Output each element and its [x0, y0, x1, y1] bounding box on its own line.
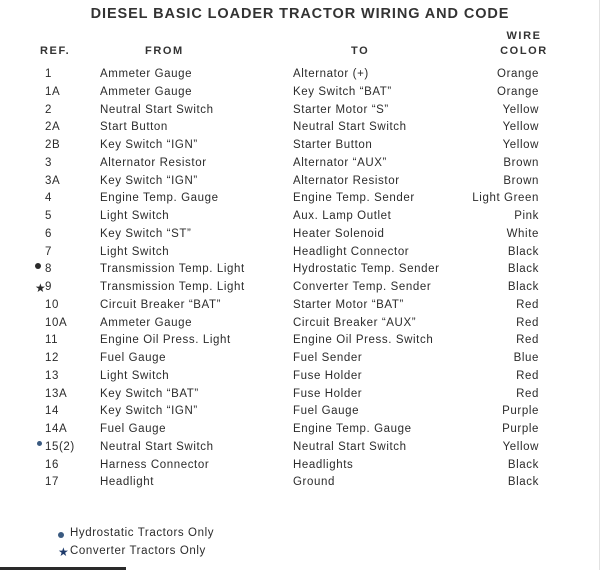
table-row: [0, 190, 600, 208]
ref-cell: 13A: [45, 387, 68, 400]
wire-color-cell: Red: [516, 369, 539, 382]
from-cell: Light Switch: [100, 369, 170, 382]
table-row: [0, 102, 600, 120]
header-to: TO: [351, 45, 370, 57]
wire-color-cell: Purple: [502, 405, 539, 418]
ref-cell: 11: [45, 334, 59, 347]
table-row: [0, 403, 600, 421]
table-row: [0, 350, 600, 368]
ref-cell: 15(2): [45, 440, 75, 453]
wire-color-cell: Red: [516, 298, 539, 311]
from-cell: Start Button: [100, 121, 168, 134]
ref-cell: 14: [45, 405, 59, 418]
ref-cell: 4: [45, 192, 52, 205]
to-cell: Starter Motor “BAT”: [293, 298, 404, 311]
to-cell: Fuel Gauge: [293, 405, 360, 418]
wire-color-cell: Brown: [503, 174, 539, 187]
from-cell: Engine Oil Press. Light: [100, 334, 231, 347]
ref-cell: 10A: [45, 316, 68, 329]
table-row: [0, 208, 600, 226]
ref-cell: 13: [45, 369, 59, 382]
wire-color-cell: Red: [516, 387, 539, 400]
table-row: [0, 315, 600, 333]
hydrostatic-dot-icon: [58, 532, 64, 538]
wiring-table: [0, 66, 600, 492]
table-row: [0, 226, 600, 244]
wire-color-cell: Yellow: [502, 121, 539, 134]
table-row: [0, 368, 600, 386]
to-cell: Heater Solenoid: [293, 227, 385, 240]
from-cell: Fuel Gauge: [100, 423, 167, 435]
converter-star-icon: ★: [58, 545, 70, 559]
from-cell: Neutral Start Switch: [100, 440, 214, 453]
table-row: [0, 474, 600, 492]
hydrostatic-dot-icon: [35, 263, 41, 269]
ref-cell: 10: [45, 298, 59, 311]
from-cell: Fuel Gauge: [100, 352, 167, 364]
from-cell: Key Switch “ST”: [100, 227, 192, 240]
table-row: [0, 439, 600, 457]
wire-color-cell: Orange: [497, 85, 539, 98]
wire-color-cell: Yellow: [502, 139, 539, 151]
ref-cell: 2: [45, 103, 52, 116]
ref-cell: 8: [45, 263, 52, 276]
to-cell: Hydrostatic Temp. Sender: [293, 263, 440, 276]
ref-cell: 3A: [45, 174, 61, 187]
from-cell: Ammeter Gauge: [100, 316, 193, 329]
to-cell: Alternator (+): [293, 68, 369, 80]
ref-cell: 17: [45, 476, 59, 489]
header-wire-line2: COLOR: [500, 45, 548, 57]
to-cell: Alternator “AUX”: [293, 156, 387, 169]
header-from: FROM: [145, 45, 184, 57]
from-cell: Engine Temp. Gauge: [100, 192, 219, 205]
ref-cell: 6: [45, 227, 52, 240]
ref-cell: 12: [45, 352, 59, 364]
to-cell: Starter Button: [293, 139, 373, 151]
to-cell: Key Switch “BAT”: [293, 85, 392, 98]
ref-cell: 1: [45, 68, 52, 80]
wire-color-cell: Black: [507, 263, 539, 276]
wire-color-cell: Black: [507, 476, 539, 489]
wire-color-cell: Black: [507, 458, 539, 471]
from-cell: Key Switch “IGN”: [100, 139, 198, 151]
to-cell: Engine Oil Press. Switch: [293, 334, 434, 347]
wire-color-cell: Yellow: [502, 440, 539, 453]
wire-color-cell: Light Green: [472, 192, 539, 205]
from-cell: Neutral Start Switch: [100, 103, 214, 116]
to-cell: Aux. Lamp Outlet: [293, 210, 392, 222]
page-title: DIESEL BASIC LOADER TRACTOR WIRING AND CODE: [90, 6, 510, 22]
to-cell: Fuse Holder: [293, 387, 363, 400]
to-cell: Circuit Breaker “AUX”: [293, 316, 417, 329]
wire-color-cell: Brown: [503, 156, 539, 169]
header-wire-line1: WIRE: [506, 30, 542, 42]
from-cell: Key Switch “IGN”: [100, 174, 198, 187]
from-cell: Harness Connector: [100, 458, 210, 471]
to-cell: Fuel Sender: [293, 352, 363, 364]
wire-color-cell: Purple: [502, 423, 539, 435]
footnote-text: Converter Tractors Only: [70, 545, 206, 557]
ref-cell: 3: [45, 156, 52, 169]
wire-color-cell: Black: [507, 281, 539, 293]
table-row: [0, 279, 600, 297]
wire-color-cell: Pink: [514, 210, 539, 222]
table-row: [0, 261, 600, 279]
to-cell: Fuse Holder: [293, 369, 363, 382]
to-cell: Starter Motor “S”: [293, 103, 389, 116]
wire-color-cell: White: [506, 227, 539, 240]
from-cell: Key Switch “IGN”: [100, 405, 198, 418]
from-cell: Headlight: [100, 476, 154, 489]
ref-cell: 1A: [45, 85, 61, 98]
to-cell: Headlights: [293, 458, 354, 471]
to-cell: Converter Temp. Sender: [293, 281, 432, 293]
to-cell: Engine Temp. Sender: [293, 192, 415, 205]
from-cell: Transmission Temp. Light: [100, 263, 245, 276]
hydrostatic-dot-icon: [37, 441, 42, 446]
table-row: [0, 119, 600, 137]
to-cell: Engine Temp. Gauge: [293, 423, 412, 435]
table-row: [0, 332, 600, 350]
table-row: [0, 137, 600, 155]
from-cell: Alternator Resistor: [100, 156, 207, 169]
from-cell: Light Switch: [100, 210, 170, 222]
ref-cell: 7: [45, 245, 52, 258]
to-cell: Alternator Resistor: [293, 174, 400, 187]
table-row: [0, 421, 600, 439]
table-row: [0, 244, 600, 262]
ref-cell: 16: [45, 458, 59, 471]
table-row: [0, 66, 600, 84]
from-cell: Circuit Breaker “BAT”: [100, 298, 222, 311]
ref-cell: 2A: [45, 121, 61, 134]
header-ref: REF.: [40, 45, 71, 57]
wire-color-cell: Orange: [497, 68, 539, 80]
table-row: [0, 297, 600, 315]
to-cell: Ground: [293, 476, 335, 489]
wire-color-cell: Yellow: [502, 103, 539, 116]
wire-color-cell: Red: [516, 316, 539, 329]
table-row: [0, 173, 600, 191]
table-row: [0, 457, 600, 475]
wire-color-cell: Blue: [513, 352, 539, 364]
from-cell: Ammeter Gauge: [100, 68, 193, 80]
footnote-text: Hydrostatic Tractors Only: [70, 527, 215, 539]
from-cell: Light Switch: [100, 245, 170, 258]
table-row: [0, 84, 600, 102]
wire-color-cell: Black: [507, 245, 539, 258]
table-row: [0, 155, 600, 173]
wire-color-cell: Red: [516, 334, 539, 347]
to-cell: Neutral Start Switch: [293, 121, 407, 134]
from-cell: Ammeter Gauge: [100, 85, 193, 98]
ref-cell: 9: [45, 281, 52, 293]
ref-cell: 5: [45, 210, 52, 222]
table-row: [0, 386, 600, 404]
ref-cell: 2B: [45, 139, 61, 151]
header-wire-color: [495, 29, 553, 59]
from-cell: Transmission Temp. Light: [100, 281, 245, 293]
to-cell: Headlight Connector: [293, 245, 410, 258]
ref-cell: 14A: [45, 423, 68, 435]
from-cell: Key Switch “BAT”: [100, 387, 199, 400]
to-cell: Neutral Start Switch: [293, 440, 407, 453]
converter-star-icon: ★: [35, 281, 47, 295]
